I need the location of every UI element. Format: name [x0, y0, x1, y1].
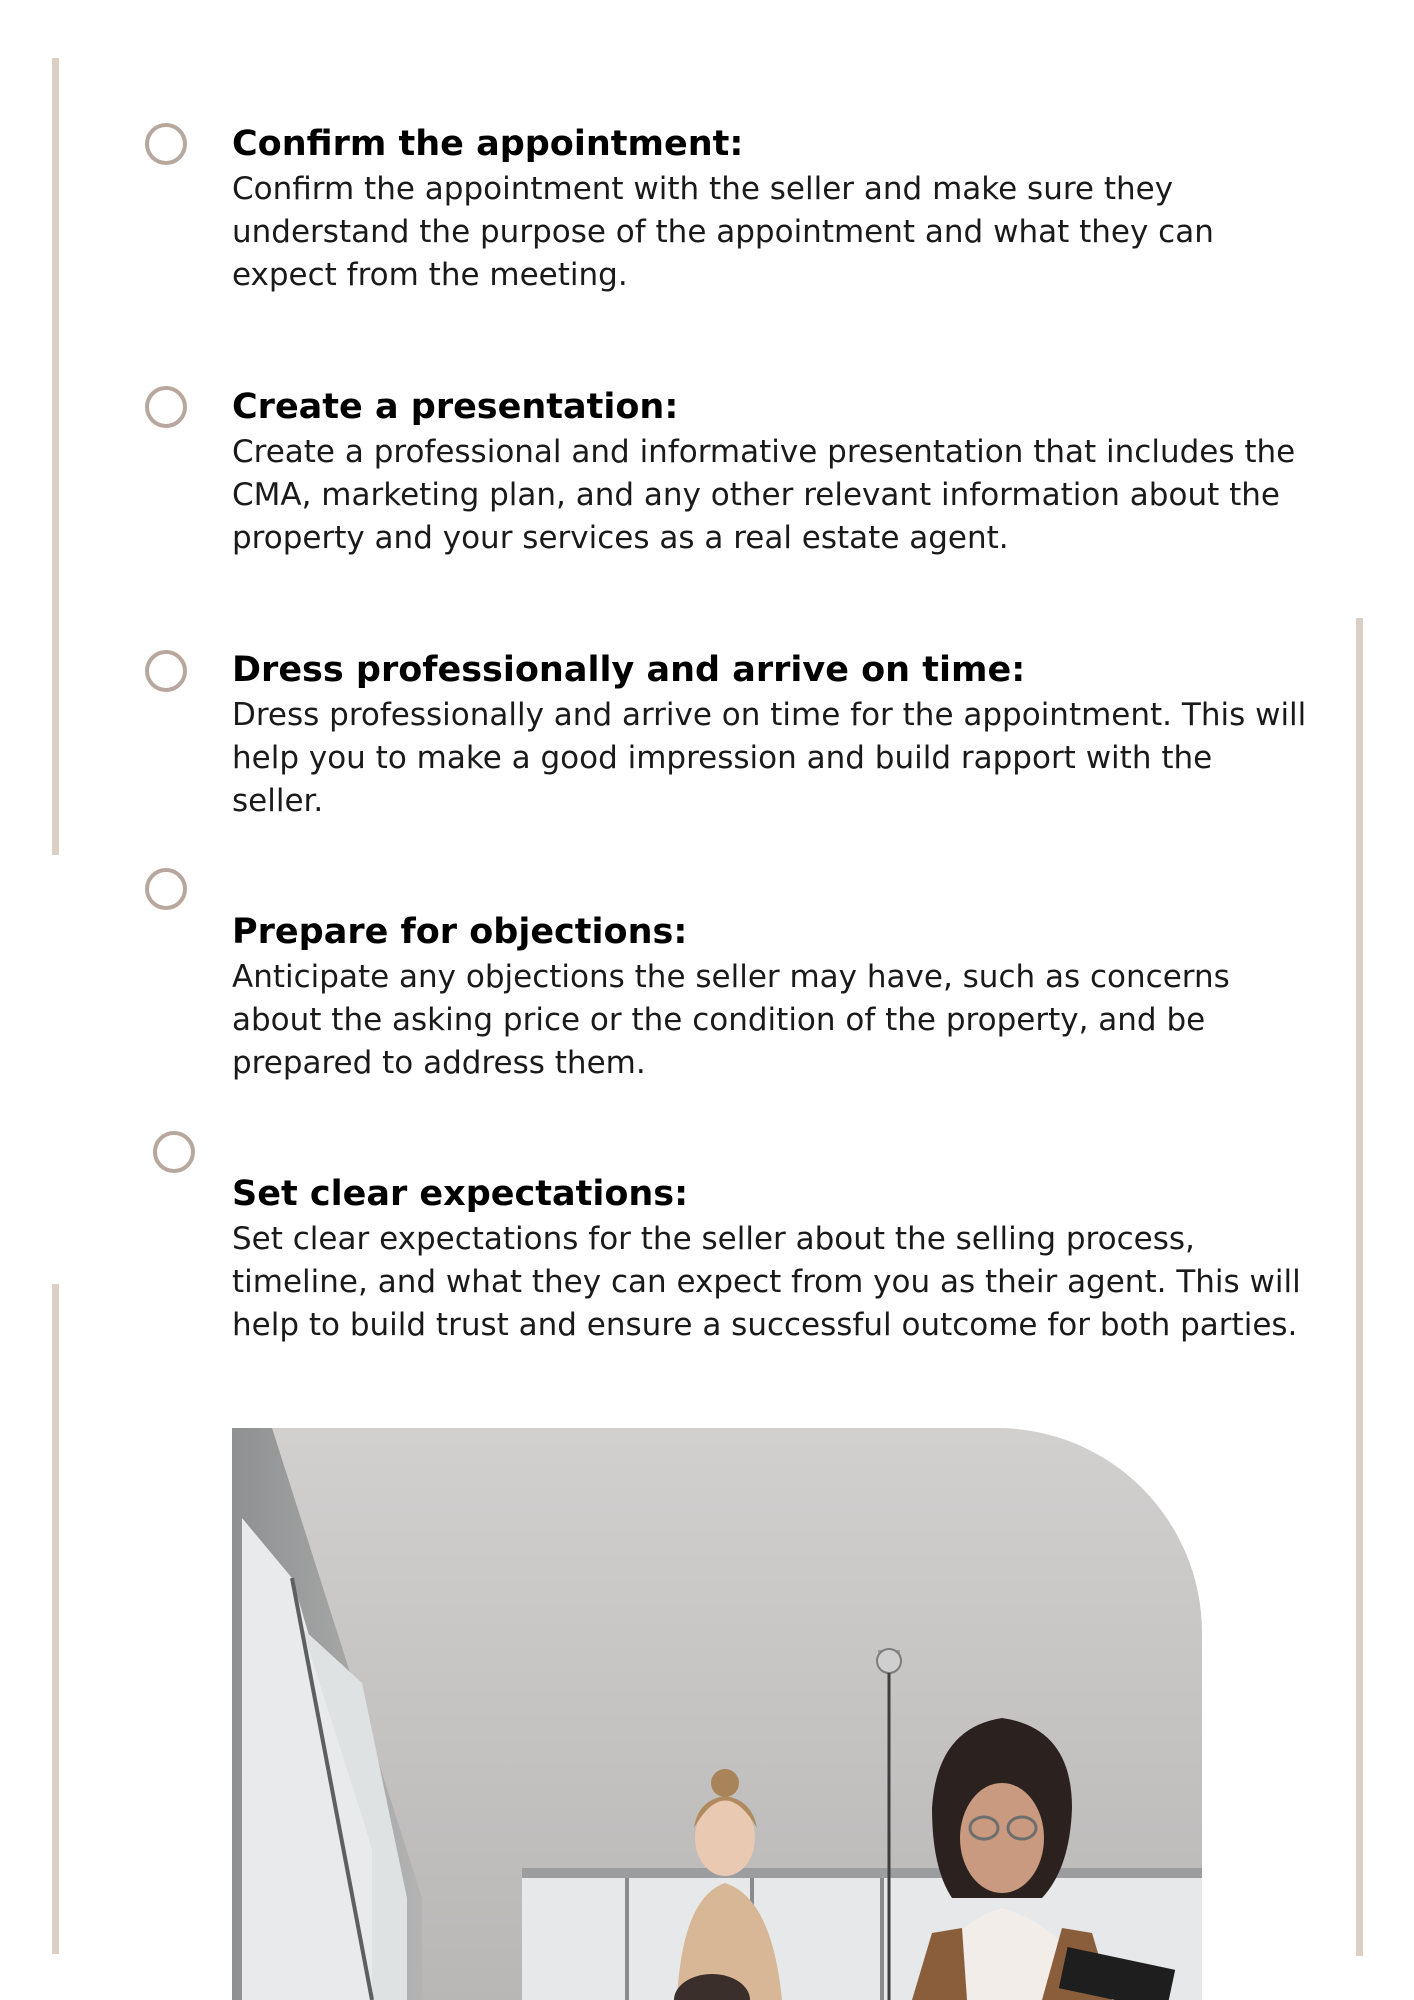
item-description: Set clear expectations for the seller about the selling process, timeline, and what they can expect from you as their agent. This will help to build trust and ensure a successful outcome for both parties. — [232, 1221, 1301, 1343]
checkbox-circle-icon[interactable] — [145, 868, 187, 910]
meeting-photo — [232, 1428, 1202, 2000]
checkbox-circle-icon[interactable] — [145, 650, 187, 692]
item-title: Dress professionally and arrive on time: — [232, 650, 1026, 690]
item-title: Set clear expectations: — [232, 1174, 689, 1214]
checkbox-circle-icon[interactable] — [153, 1131, 195, 1173]
checkbox-circle-icon[interactable] — [145, 123, 187, 165]
item-description: Dress professionally and arrive on time for the appointment. This will help you to make a good impression and build rapport with the seller. — [232, 697, 1307, 819]
item-title: Create a presentation: — [232, 387, 679, 427]
item-title: Prepare for objections: — [232, 912, 688, 952]
checkbox-circle-icon[interactable] — [145, 386, 187, 428]
item-title: Confirm the appointment: — [232, 124, 744, 164]
meeting-photo-illustration — [232, 1428, 1202, 2000]
item-description: Confirm the appointment with the seller and make sure they understand the purpose of the appointment and what they can expect from the meeting. — [232, 171, 1214, 293]
item-description: Anticipate any objections the seller may have, such as concerns about the asking price or the condition of the property, and be prepared to address them. — [232, 959, 1230, 1081]
item-description: Create a professional and informative presentation that includes the CMA, marketing plan, and any other relevant information about the property and your services as a real estate agent. — [232, 434, 1296, 556]
